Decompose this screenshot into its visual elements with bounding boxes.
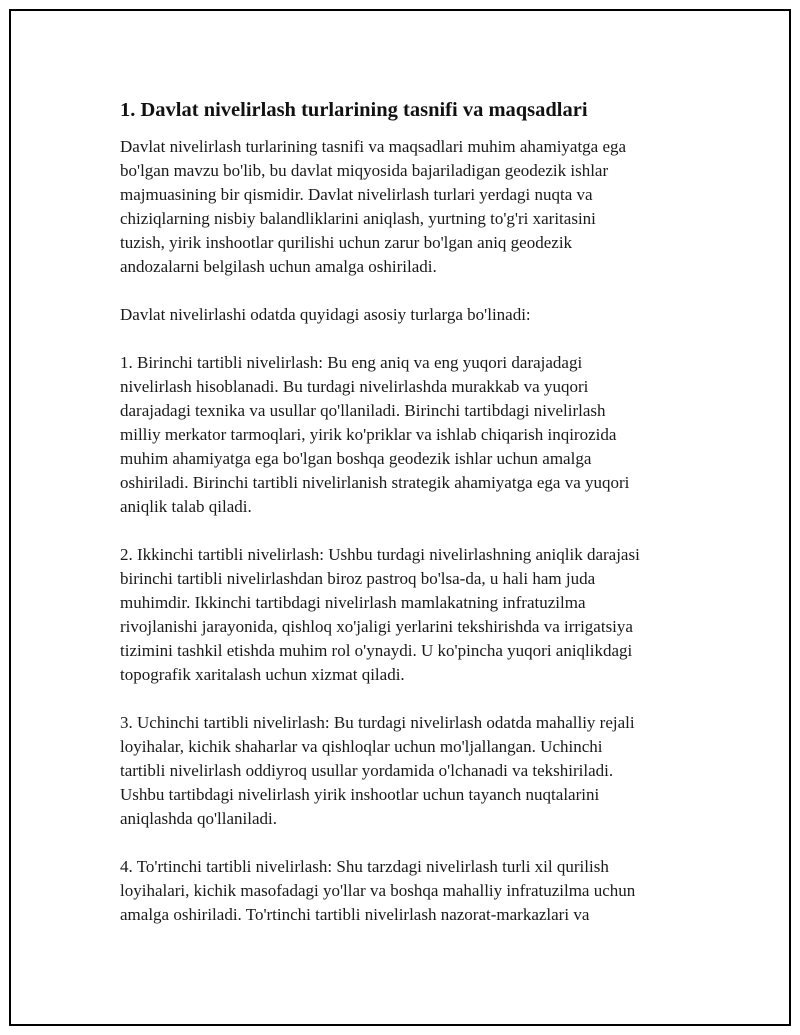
text-line: oshiriladi. Birinchi tartibli nivelirlanish strategik ahamiyatga ega va yuqori (120, 473, 630, 492)
text-line: tartibli nivelirlash oddiyroq usullar yordamida o'lchanadi va tekshiriladi. (120, 761, 614, 780)
text-line: tizimini tashkil etishda muhim rol o'ynaydi. U ko'pincha yuqori aniqlikdagi (120, 641, 633, 660)
document-body (120, 97, 710, 951)
text-line: darajadagi texnika va usullar qo'llaniladi. Birinchi tartibdagi nivelirlash (120, 401, 606, 420)
third-order-paragraph (120, 711, 710, 831)
types-intro-paragraph (120, 303, 710, 327)
text-line: chiziqlarning nisbiy balandliklarini aniqlash, yurtning to'g'ri xaritasini (120, 209, 596, 228)
text-line: andozalarni belgilash uchun amalga oshiriladi. (120, 257, 437, 276)
text-line: bo'lgan mavzu bo'lib, bu davlat miqyosida bajariladigan geodezik ishlar (120, 161, 609, 180)
text-line: 3. Uchinchi tartibli nivelirlash: Bu turdagi nivelirlash odatda mahalliy rejali (120, 713, 635, 732)
text-line: muhimdir. Ikkinchi tartibdagi nivelirlash mamlakatning infratuzilma (120, 593, 586, 612)
second-order-paragraph (120, 543, 710, 687)
text-line: amalga oshiriladi. To'rtinchi tartibli nivelirlash nazorat-markazlari va (120, 905, 590, 924)
text-line: aniqlashda qo'llaniladi. (120, 809, 277, 828)
text-line: rivojlanishi jarayonida, qishloq xo'jaligi yerlarini tekshirishda va irrigatsiya (120, 617, 633, 636)
text-line: aniqlik talab qiladi. (120, 497, 252, 516)
text-line: milliy merkator tarmoqlari, yirik ko'priklar va ishlab chiqarish inqirozida (120, 425, 617, 444)
text-line: majmuasining bir qismidir. Davlat nivelirlash turlari yerdagi nuqta va (120, 185, 593, 204)
fourth-order-paragraph (120, 855, 710, 927)
text-line: tuzish, yirik inshootlar qurilishi uchun zarur bo'lgan aniq geodezik (120, 233, 573, 252)
intro-paragraph (120, 135, 710, 279)
text-line: 1. Birinchi tartibli nivelirlash: Bu eng aniq va eng yuqori darajadagi (120, 353, 583, 372)
text-line: loyihalar, kichik shaharlar va qishloqlar uchun mo'ljallangan. Uchinchi (120, 737, 603, 756)
text-line: 4. To'rtinchi tartibli nivelirlash: Shu tarzdagi nivelirlash turli xil qurilish (120, 857, 609, 876)
text-line: topografik xaritalash uchun xizmat qiladi. (120, 665, 405, 684)
page-frame (9, 9, 791, 1026)
text-line: birinchi tartibli nivelirlashdan biroz pastroq bo'lsa-da, u hali ham juda (120, 569, 596, 588)
text-line: Davlat nivelirlash turlarining tasnifi va maqsadlari muhim ahamiyatga ega (120, 137, 627, 156)
first-order-paragraph (120, 351, 710, 519)
text-line: Davlat nivelirlashi odatda quyidagi asosiy turlarga bo'linadi: (120, 305, 531, 324)
text-line: loyihalari, kichik masofadagi yo'llar va boshqa mahalliy infratuzilma uchun (120, 881, 636, 900)
text-line: muhim ahamiyatga ega bo'lgan boshqa geodezik ishlar uchun amalga (120, 449, 592, 468)
text-line: nivelirlash hisoblanadi. Bu turdagi nivelirlashda murakkab va yuqori (120, 377, 589, 396)
text-line: Ushbu tartibdagi nivelirlash yirik inshootlar uchun tayanch nuqtalarini (120, 785, 600, 804)
text-line: 2. Ikkinchi tartibli nivelirlash: Ushbu turdagi nivelirlashning aniqlik darajasi (120, 545, 640, 564)
section-heading: 1. Davlat nivelirlash turlarining tasnifi va maqsadlari (120, 99, 588, 121)
